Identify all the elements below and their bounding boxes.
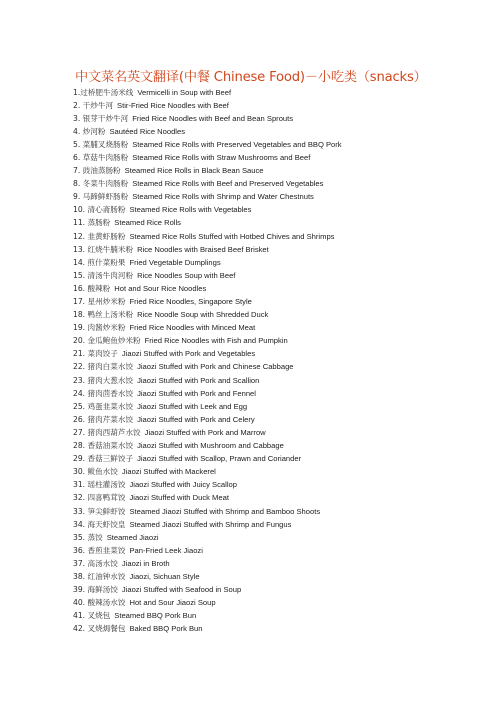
item-number: 30. <box>73 467 86 477</box>
item-number: 24. <box>73 388 86 398</box>
list-item <box>73 583 342 596</box>
item-chinese-name: 香煎韭菜饺 <box>87 545 126 555</box>
item-english-name: Fried Rice Noodles, Singapore Style <box>129 297 252 306</box>
list-item <box>73 622 342 635</box>
item-number: 37. <box>73 558 86 568</box>
item-chinese-name: 过桥肥牛汤米线 <box>80 87 134 97</box>
item-english-name: Steamed Jiaozi Stuffed with Shrimp and Bamboo Shoots <box>129 506 321 516</box>
item-chinese-name: 高汤水饺 <box>87 558 118 568</box>
list-item <box>73 190 342 203</box>
item-number: 15. <box>73 270 86 280</box>
list-item <box>73 243 342 256</box>
list-item <box>73 269 342 282</box>
list-item <box>73 544 342 557</box>
item-number: 21. <box>73 349 86 359</box>
item-number: 35. <box>73 532 86 542</box>
item-number: 4. <box>73 126 81 136</box>
list-item <box>73 360 342 373</box>
list-item <box>73 256 342 269</box>
list-item <box>73 216 342 229</box>
item-number: 12. <box>73 231 86 241</box>
item-chinese-name: 菜脯叉烧肠粉 <box>82 139 129 149</box>
item-number: 38. <box>73 571 86 581</box>
item-english-name: Jiaozi Stuffed with Pork and Scallion <box>137 375 260 385</box>
list-item <box>73 374 342 387</box>
item-number: 26. <box>73 414 86 424</box>
item-chinese-name: 瑶柱灌汤饺 <box>87 480 126 490</box>
item-english-name: Jiaozi Stuffed with Scallop, Prawn and Coriander <box>137 454 302 464</box>
list-item <box>73 125 342 138</box>
item-number: 17. <box>73 297 86 306</box>
item-number: 36. <box>73 545 86 555</box>
item-number: 42. <box>73 624 86 634</box>
item-chinese-name: 四喜鸭茸饺 <box>87 493 126 503</box>
item-chinese-name: 猪肉大葱水饺 <box>87 375 134 385</box>
item-english-name: Jiaozi Stuffed with Pork and Vegetables <box>121 349 256 359</box>
list-item <box>73 596 342 609</box>
item-chinese-name: 海天虾饺皇 <box>87 519 126 529</box>
item-number: 8. <box>73 179 81 189</box>
item-english-name: Jiaozi, Sichuan Style <box>129 571 200 581</box>
list-item <box>73 426 342 439</box>
item-english-name: Jiaozi Stuffed with Juicy Scallop <box>129 480 237 490</box>
item-chinese-name: 叉烧包 <box>87 611 111 621</box>
item-number: 16. <box>73 283 86 293</box>
item-chinese-name: 红烧牛腩米粉 <box>87 244 134 254</box>
item-chinese-name: 叉烧焗餐包 <box>87 624 126 634</box>
item-chinese-name: 酸辣粉 <box>87 283 111 293</box>
item-english-name: Jiaozi Stuffed with Pork and Celery <box>137 414 255 424</box>
item-english-name: Jiaozi Stuffed with Pork and Fennel <box>137 388 256 398</box>
item-chinese-name: 豉油蒸肠粉 <box>82 166 121 176</box>
list-item <box>73 295 342 308</box>
item-number: 32. <box>73 493 86 503</box>
list-item <box>73 413 342 426</box>
list-item <box>73 334 342 347</box>
item-number: 1. <box>73 87 81 97</box>
item-english-name: Jiaozi Stuffed with Duck Meat <box>129 493 229 503</box>
item-english-name: Steamed Jiaozi <box>106 532 159 542</box>
item-number: 29. <box>73 454 86 464</box>
list-item <box>73 99 342 112</box>
item-chinese-name: 肉酱炒米粉 <box>87 323 126 333</box>
item-english-name: Sautéed Rice Noodles <box>109 126 186 136</box>
list-item <box>73 400 342 413</box>
list-item <box>73 138 342 151</box>
item-number: 20. <box>73 336 86 346</box>
item-number: 14. <box>73 257 86 267</box>
menu-list <box>73 86 342 636</box>
item-number: 23. <box>73 375 86 385</box>
item-chinese-name: 清汤牛肉河粉 <box>87 270 134 280</box>
item-number: 10. <box>73 205 86 215</box>
item-number: 27. <box>73 427 86 437</box>
list-item <box>73 151 342 164</box>
list-item <box>73 531 342 544</box>
list-item <box>73 491 342 504</box>
item-number: 11. <box>73 218 86 228</box>
item-chinese-name: 马蹄鲜虾肠粉 <box>82 192 129 202</box>
item-chinese-name: 星州炒米粉 <box>87 297 126 306</box>
item-english-name: Steamed Rice Rolls with Beef and Preserved Vegetables <box>132 179 324 189</box>
item-number: 22. <box>73 362 86 372</box>
list-item <box>73 164 342 177</box>
list-item <box>73 308 342 321</box>
list-item <box>73 321 342 334</box>
item-number: 13. <box>73 244 86 254</box>
item-number: 33. <box>73 506 86 516</box>
item-english-name: Hot and Sour Rice Noodles <box>114 283 207 293</box>
item-number: 5. <box>73 139 81 149</box>
item-chinese-name: 蒸饺 <box>87 532 103 542</box>
item-english-name: Steamed Rice Rolls in Black Bean Sauce <box>124 166 264 176</box>
item-chinese-name: 炒河粉 <box>82 126 106 136</box>
list-item <box>73 347 342 360</box>
item-english-name: Jiaozi Stuffed with Pork and Chinese Cabbage <box>137 362 294 372</box>
item-number: 41. <box>73 611 86 621</box>
item-chinese-name: 蒸肠粉 <box>87 218 111 228</box>
item-number: 19. <box>73 323 86 333</box>
item-number: 7. <box>73 166 81 176</box>
item-chinese-name: 海鲜汤饺 <box>87 585 118 595</box>
item-english-name: Steamed Rice Rolls with Vegetables <box>129 205 252 215</box>
item-english-name: Jiaozi in Broth <box>121 558 170 568</box>
item-chinese-name: 冬菜牛肉肠粉 <box>82 179 129 189</box>
item-chinese-name: 笋尖鲜虾饺 <box>87 506 126 516</box>
item-chinese-name: 草菇牛肉肠粉 <box>82 152 129 162</box>
item-number: 9. <box>73 192 81 202</box>
item-chinese-name: 煎什菜粉果 <box>87 257 126 267</box>
list-item <box>73 439 342 452</box>
item-chinese-name: 鸡蛋韭菜水饺 <box>87 401 134 411</box>
item-number: 28. <box>73 441 86 451</box>
item-english-name: Jiaozi Stuffed with Mushroom and Cabbage <box>137 441 284 451</box>
item-chinese-name: 鲅鱼水饺 <box>87 467 118 477</box>
item-english-name: Rice Noodle Soup with Shredded Duck <box>137 310 269 320</box>
item-chinese-name: 菜肉饺子 <box>87 349 118 359</box>
list-item <box>73 452 342 465</box>
item-chinese-name: 韭黄虾肠粉 <box>87 231 126 241</box>
item-number: 18. <box>73 310 86 320</box>
list-item <box>73 478 342 491</box>
list-item <box>73 518 342 531</box>
item-english-name: Steamed Rice Rolls with Shrimp and Water Chestnuts <box>132 192 314 202</box>
list-item <box>73 387 342 400</box>
item-number: 40. <box>73 598 86 608</box>
item-english-name: Pan-Fried Leek Jiaozi <box>129 545 203 555</box>
item-chinese-name: 猪肉白菜水饺 <box>87 362 134 372</box>
item-english-name: Steamed Rice Rolls with Preserved Vegetables and BBQ Pork <box>132 139 342 149</box>
item-chinese-name: 酸辣汤水饺 <box>87 598 126 608</box>
item-chinese-name: 红油钟水饺 <box>87 571 126 581</box>
item-number: 31. <box>73 480 86 490</box>
item-number: 3. <box>73 113 81 123</box>
item-english-name: Stir-Fried Rice Noodles with Beef <box>117 100 229 110</box>
item-chinese-name: 猪肉茴香水饺 <box>87 388 134 398</box>
item-english-name: Steamed Jiaozi Stuffed with Shrimp and Fungus <box>129 519 292 529</box>
item-chinese-name: 干炒牛河 <box>82 100 114 110</box>
item-english-name: Steamed Rice Rolls <box>114 218 181 228</box>
document-title: 中文菜名英文翻译(中餐 Chinese Food)－小吃类（snacks） <box>75 70 427 85</box>
list-item <box>73 609 342 622</box>
item-english-name: Hot and Sour Jiaozi Soup <box>129 598 216 608</box>
item-english-name: Jiaozi Stuffed with Leek and Egg <box>137 401 248 411</box>
item-english-name: Rice Noodles with Braised Beef Brisket <box>137 244 269 254</box>
item-chinese-name: 猪肉西葫芦水饺 <box>87 427 141 437</box>
list-item <box>73 570 342 583</box>
list-item <box>73 465 342 478</box>
item-chinese-name: 鸭丝上汤米粉 <box>87 310 134 320</box>
item-english-name: Fried Rice Noodles with Minced Meat <box>129 323 256 333</box>
list-item <box>73 203 342 216</box>
item-chinese-name: 猪肉芹菜水饺 <box>87 414 134 424</box>
item-chinese-name: 香菇三鲜饺子 <box>87 454 134 464</box>
item-english-name: Rice Noodles Soup with Beef <box>137 270 236 280</box>
item-english-name: Jiaozi Stuffed with Mackerel <box>121 467 216 477</box>
list-item <box>73 177 342 190</box>
item-chinese-name: 清心斋肠粉 <box>87 205 126 215</box>
item-number: 39. <box>73 585 86 595</box>
item-english-name: Jiaozi Stuffed with Seafood in Soup <box>121 585 242 595</box>
item-english-name: Steamed Rice Rolls with Straw Mushrooms and Beef <box>132 152 311 162</box>
list-item <box>73 86 342 99</box>
item-english-name: Steamed Rice Rolls Stuffed with Hotbed Chives and Shrimps <box>129 231 335 241</box>
item-number: 25. <box>73 401 86 411</box>
list-item <box>73 557 342 570</box>
item-number: 34. <box>73 519 86 529</box>
item-chinese-name: 银芽干炒牛河 <box>82 113 129 123</box>
item-english-name: Jiaozi Stuffed with Pork and Marrow <box>144 427 266 437</box>
item-english-name: Fried Vegetable Dumplings <box>129 257 221 267</box>
item-english-name: Vermicelli in Soup with Beef <box>137 87 232 97</box>
item-number: 6. <box>73 152 81 162</box>
item-english-name: Steamed BBQ Pork Bun <box>114 611 197 621</box>
item-number: 2. <box>73 100 81 110</box>
item-english-name: Fried Rice Noodles with Fish and Pumpkin <box>144 336 288 346</box>
item-chinese-name: 金瓜鲍鱼炒米粉 <box>87 336 141 346</box>
list-item <box>73 112 342 125</box>
item-english-name: Fried Rice Noodles with Beef and Bean Sprouts <box>132 113 294 123</box>
item-chinese-name: 香菇油菜水饺 <box>87 441 134 451</box>
list-item <box>73 230 342 243</box>
list-item <box>73 282 342 295</box>
list-item <box>73 505 342 518</box>
item-english-name: Baked BBQ Pork Bun <box>129 624 203 634</box>
